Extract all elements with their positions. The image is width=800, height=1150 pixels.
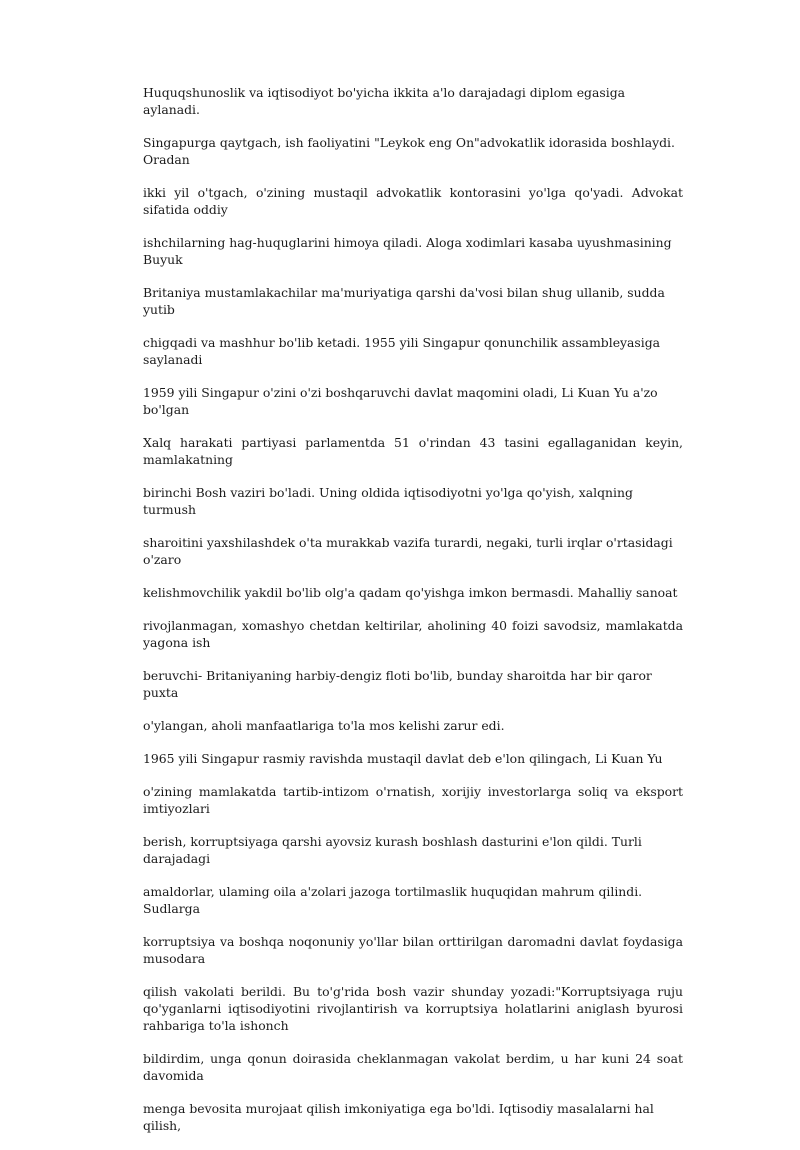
paragraph: Singapurga qaytgach, ish faoliyatini "Leykok eng On"advokatlik idorasida boshlaydi. Oradan: [143, 135, 675, 167]
paragraph: Xalq harakati partiyasi parlamentda 51 o'rindan 43 tasini egallaganidan keyin, mamlakatning: [143, 435, 683, 467]
paragraph: bildirdim, unga qonun doirasida cheklanmagan vakolat berdim, u har kuni 24 soat davomida: [143, 1051, 683, 1083]
paragraph: beruvchi- Britaniyaning harbiy-dengiz floti bo'lib, bunday sharoitda har bir qaror puxta: [143, 668, 652, 700]
paragraph: ishchilarning hag-huquglarini himoya qiladi. Aloga xodimlari kasaba uyushmasining Buyuk: [143, 235, 672, 267]
paragraph: korruptsiya va boshqa noqonuniy yo'llar bilan orttirilgan daromadni davlat foydasiga musodara: [143, 934, 683, 966]
paragraph: berish, korruptsiyaga qarshi ayovsiz kurash boshlash dasturini e'lon qildi. Turli darajadagi: [143, 834, 642, 866]
paragraph: o'ylangan, aholi manfaatlariga to'la mos kelishi zarur edi.: [143, 718, 505, 733]
paragraph: Huquqshunoslik va iqtisodiyot bo'yicha ikkita a'lo darajadagi diplom egasiga aylanadi.: [143, 85, 626, 117]
paragraph: menga bevosita murojaat qilish imkoniyatiga ega bo'ldi. Iqtisodiy masalalarni hal qilish,: [143, 1101, 654, 1133]
paragraph: Britaniya mustamlakachilar ma'muriyatiga qarshi da'vosi bilan shug ullanib, sudda yutib: [143, 285, 665, 317]
paragraph: sharoitini yaxshilashdek o'ta murakkab vazifa turardi, negaki, turli irqlar o'rtasidagi o'zaro: [143, 535, 673, 567]
paragraph: chigqadi va mashhur bo'lib ketadi. 1955 yili Singapur qonunchilik assambleyasiga saylanadi: [143, 335, 661, 367]
paragraph: amaldorlar, ulaming oila a'zolari jazoga tortilmaslik huquqidan mahrum qilindi. Sudlarga: [143, 884, 643, 916]
paragraph: o'zining mamlakatda tartib-intizom o'rnatish, xorijiy investorlarga soliq va eksport imtiyozlari: [143, 784, 683, 816]
paragraph: 1965 yili Singapur rasmiy ravishda mustaqil davlat deb e'lon qilingach, Li Kuan Yu: [143, 751, 663, 766]
paragraph: birinchi Bosh vaziri bo'ladi. Uning oldida iqtisodiyotni yo'lga qo'yish, xalqning turmush: [143, 485, 633, 517]
paragraph: ikki yil o'tgach, o'zining mustaqil advokatlik kontorasini yo'lga qo'yadi. Advokat sifatida oddiy: [143, 185, 683, 217]
paragraph: 1959 yili Singapur o'zini o'zi boshqaruvchi davlat maqomini oladi, Li Kuan Yu a'zo bo'lgan: [143, 385, 658, 417]
document-body: [143, 84, 683, 1150]
paragraph: kelishmovchilik yakdil bo'lib olg'a qadam qo'yishga imkon bermasdi. Mahalliy sanoat: [143, 585, 678, 600]
paragraph: rivojlanmagan, xomashyo chetdan keltirilar, aholining 40 foizi savodsiz, mamlakatda yagona ish: [143, 618, 683, 650]
paragraph: qilish vakolati berildi. Bu to'g'rida bosh vazir shunday yozadi:"Korruptsiyaga ruju qo'yganlarni iqtisodiyotini rivojlantirish va korruptsiya holatlarini aniglash byurosi rahbariga to'la ishonch: [143, 984, 683, 1033]
